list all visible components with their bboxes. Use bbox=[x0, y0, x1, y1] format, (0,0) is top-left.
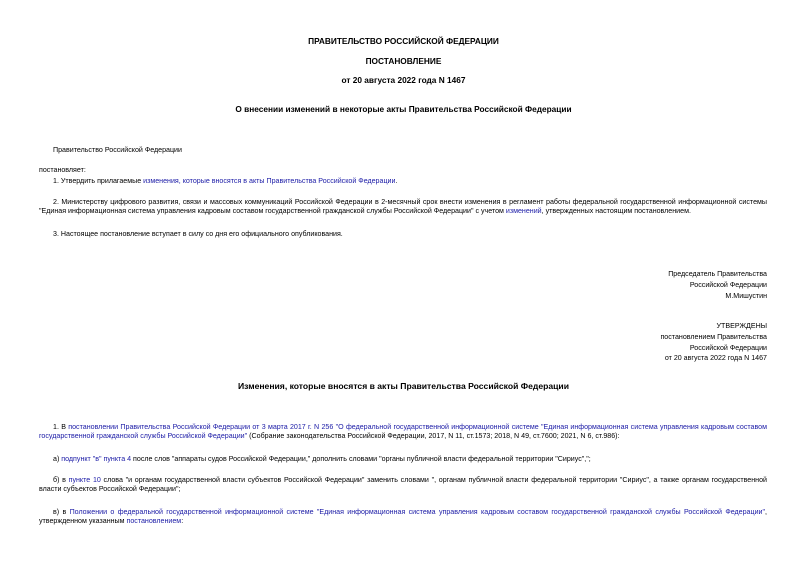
approval-by: постановлением Правительства bbox=[660, 333, 767, 341]
item-c-mid: , утвержденном указанным bbox=[39, 508, 767, 525]
paragraph-3: 3. Настоящее постановление вступает в силу со дня его официального опубликования. bbox=[53, 230, 343, 238]
regulation-link[interactable]: Положении о федеральной государственной информационной системе "Единая информационная система управления кадровым составом государственной гражданской службы Российской Федерации" bbox=[69, 508, 766, 516]
approval-country: Российской Федерации bbox=[689, 344, 767, 352]
signature-name: М.Мишустин bbox=[725, 292, 767, 300]
item-b-prefix: б) в bbox=[53, 476, 69, 484]
changes-item-a bbox=[53, 455, 591, 464]
changes-title: Изменения, которые вносятся в акты Правительства Российской Федерации bbox=[237, 381, 569, 391]
item-c-suffix: : bbox=[181, 517, 184, 525]
resolves-text: постановляет: bbox=[39, 166, 86, 174]
changes-link-2[interactable]: изменений bbox=[505, 207, 542, 215]
resolution-link[interactable]: постановлением bbox=[126, 517, 182, 525]
paragraph-2-suffix: , утвержденных настоящим постановлением. bbox=[541, 207, 691, 215]
item-a-suffix: после слов "аппараты судов Российской Федерации," дополнить словами "органы публичной власти федеральной территории "Сириус","; bbox=[131, 455, 591, 463]
signature-country: Российской Федерации bbox=[689, 281, 767, 289]
paragraph-1-suffix: . bbox=[395, 177, 398, 185]
item-b-suffix: слова "и органам государственной власти субъектов Российской Федерации" заменить словами ", органам публичной власти федеральной территории "Сириус", а также органам государственной власти субъектов Российской Федерации"; bbox=[39, 476, 767, 493]
item-a-prefix: а) bbox=[53, 455, 62, 463]
paragraph-2 bbox=[39, 198, 767, 216]
approval-date: от 20 августа 2022 года N 1467 bbox=[664, 354, 767, 362]
resolution-256-link[interactable]: постановлении Правительства Российской Федерации от 3 марта 2017 г. N 256 "О федеральной государственной информационной системе "Единая информационная система управления кадровым составом государственной гражданской службы Российской Федерации" bbox=[39, 423, 767, 440]
approval-title: УТВЕРЖДЕНЫ bbox=[716, 322, 767, 330]
document-date-number: от 20 августа 2022 года N 1467 bbox=[341, 75, 466, 85]
paragraph-10-link[interactable]: пункте 10 bbox=[68, 476, 101, 484]
paragraph-2-prefix: 2. Министерству цифрового развития, связи и массовых коммуникаций Российской Федерации в 2-месячный срок внести изменения в регламент работы федеральной государственной информационной системы "Единая информационная система управления кадровым составом государственной гражданской службы Российской Федерации" с учетом bbox=[39, 198, 767, 215]
item-1-suffix: (Собрание законодательства Российской Федерации, 2017, N 11, ст.1573; 2018, N 49, ст.7600; 2021, N 6, ст.986): bbox=[247, 432, 620, 440]
changes-item-1 bbox=[39, 423, 767, 441]
changes-item-c bbox=[39, 508, 767, 526]
changes-link[interactable]: изменения, которые вносятся в акты Правительства Российской Федерации bbox=[143, 177, 396, 185]
paragraph-1 bbox=[53, 177, 397, 186]
subparagraph-link[interactable]: подпункт "в" пункта 4 bbox=[61, 455, 132, 463]
document-subject: О внесении изменений в некоторые акты Правительства Российской Федерации bbox=[235, 104, 572, 114]
changes-item-b bbox=[39, 476, 767, 494]
government-header: ПРАВИТЕЛЬСТВО РОССИЙСКОЙ ФЕДЕРАЦИИ bbox=[308, 36, 499, 46]
intro-text: Правительство Российской Федерации bbox=[53, 146, 182, 154]
item-c-prefix: в) в bbox=[53, 508, 70, 516]
item-1-prefix: 1. В bbox=[53, 423, 69, 431]
document-type: ПОСТАНОВЛЕНИЕ bbox=[365, 56, 442, 66]
signature-position: Председатель Правительства bbox=[668, 270, 767, 278]
paragraph-1-prefix: 1. Утвердить прилагаемые bbox=[53, 177, 144, 185]
